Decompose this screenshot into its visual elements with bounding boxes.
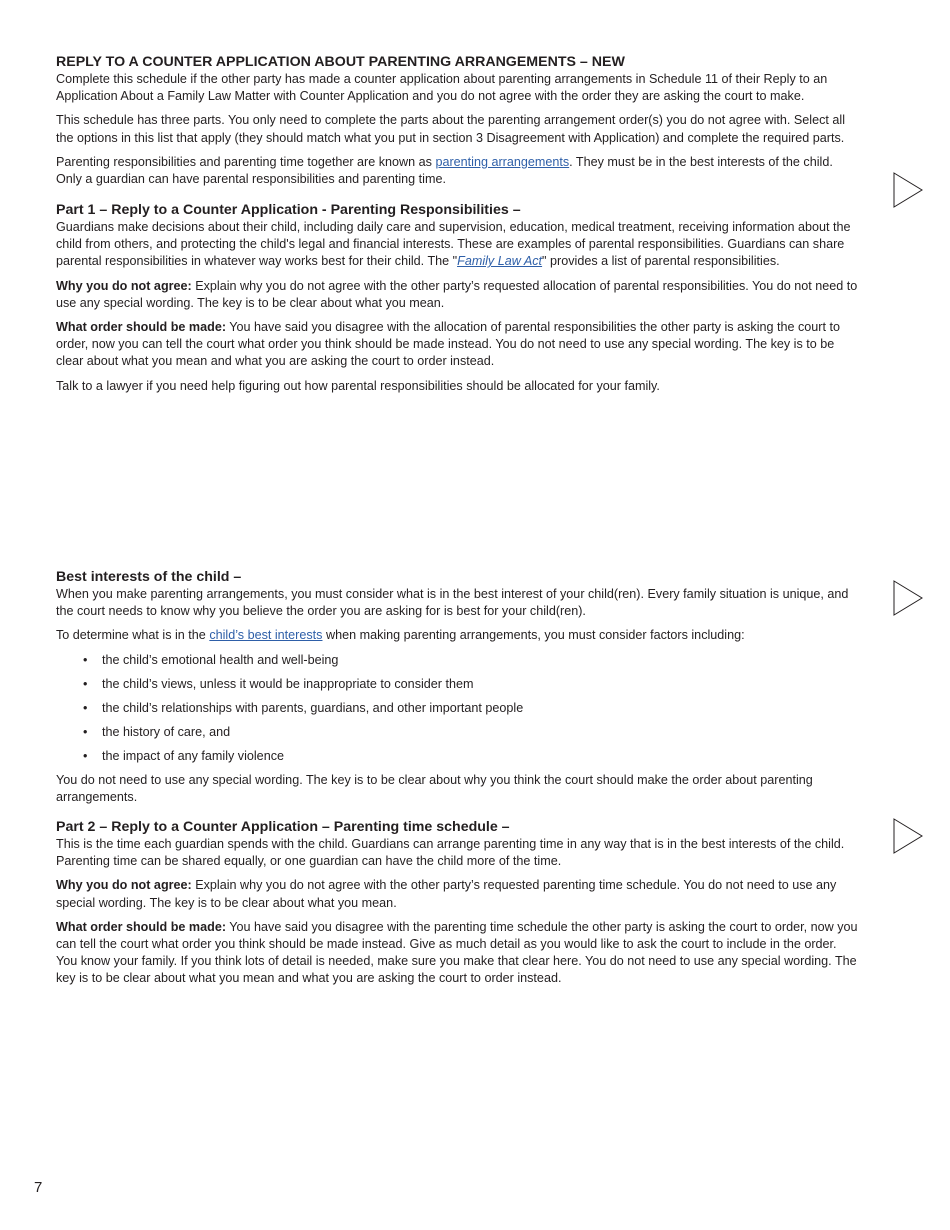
text-span: . They must be in the best interests of the child. Only a guardian can have parental responsibilities and parenting time. [56,154,833,187]
text-span: " provides a list of parental responsibilities. [542,254,780,269]
best-interests-closing: You do not need to use any special wording. The key is to be clear about why you think the court should make the order about parenting arrangements. [56,772,813,805]
list-item-text: the child’s emotional health and well-being [102,652,339,667]
order-label: What order should be made: [56,320,227,335]
part2-heading: Part 2 – Reply to a Counter Application – Parenting time schedule – [56,819,510,835]
part2-why-paragraph [56,877,858,911]
play-triangle-icon [893,172,923,208]
family-law-act-link-text: Family Law Act [457,254,543,269]
list-item-text: the impact of any family violence [102,748,284,763]
list-item [83,652,858,669]
part1-section [56,201,858,402]
best-interests-heading: Best interests of the child – [56,569,242,585]
family-law-act-link[interactable] [457,254,542,268]
list-item-text: the history of care, and [102,724,231,739]
best-interests-intro: When you make parenting arrangements, you must consider what is in the best interest of your child(ren). Every family situation is unique, and the court needs to know why you believe the order you are asking for is best for your child(ren). [56,587,849,619]
bullet: • [83,724,88,739]
why-text: Explain why you do not agree with the other party’s requested parenting time schedule. You do not need to use any special wording. The key is to be clear about what you mean. [56,878,837,910]
part1-heading: Part 1 – Reply to a Counter Application - Parenting Responsibilities – [56,202,521,218]
bullet: • [83,676,88,691]
bullet: • [83,748,88,763]
parenting-arrangements-link[interactable]: parenting arrangements [435,154,570,169]
list-item-text: the child’s relationships with parents, guardians, and other important people [102,700,524,715]
best-interests-determine [56,627,858,644]
why-text: Explain why you do not agree with the other party’s requested allocation of parental responsibilities. You do not need to use any special wording. The key is to be clear about what you mean. [56,278,858,310]
order-text: You have said you disagree with the allocation of parental responsibilities the other party is asking the court to order, now you can tell the court what order you think should be made instead. You do not need to use any special wording. The key is to be clear about what you mean and what you are asking the court to order instead. [56,320,841,369]
part2-intro: This is the time each guardian spends with the child. Guardians can arrange parenting time in any way that is in the best interests of the child. Parenting time can be shared equally, or one guardian can have the child more of the time. [56,837,845,869]
factors-list [56,652,858,765]
bullet: • [83,652,88,667]
intro-paragraph-1: Complete this schedule if the other party has made a counter application about parenting arrangements in Schedule 11 of their Reply to an Application About a Family Law Matter with Counter Application and you do not agree with the order they are asking the court to make. [56,72,828,104]
play-triangle-icon [893,818,923,854]
part1-intro [56,219,858,271]
part1-lawyer-note: Talk to a lawyer if you need help figuring out how parental responsibilities should be allocated for your family. [56,378,660,393]
intro-paragraph-3 [56,154,858,188]
intro-paragraph-2: This schedule has three parts. You only need to complete the parts about the parenting arrangement order(s) you do not agree with. Select all the options in this list that apply (they should match what you put in section 3 Disagreement with Application) and complete the required parts. [56,113,845,145]
why-label: Why you do not agree: [56,878,192,893]
part1-why-paragraph [56,278,858,312]
page-number: 7 [34,1179,43,1196]
bullet: • [83,700,88,715]
part2-order-paragraph [56,919,858,988]
list-item [83,724,858,741]
list-item-text: the child’s views, unless it would be inappropriate to consider them [102,676,474,691]
play-triangle-icon [893,580,923,616]
order-text: You have said you disagree with the parenting time schedule the other party is asking the court to order, now you can tell the court what order you think should be made instead. Give as much detail as you would like to ask the court to include in the order. You know your family. If you think lots of detail is needed, make sure you make that clear here. You do not need to use any special wording. The key is to be clear about what you mean and what you are asking the court to order instead. [56,919,858,986]
list-item [83,676,858,693]
page-title: REPLY TO A COUNTER APPLICATION ABOUT PARENTING ARRANGEMENTS – NEW [56,54,625,70]
part2-section [56,818,858,995]
why-label: Why you do not agree: [56,278,192,293]
text-span: when making parenting arrangements, you must consider factors including: [322,628,745,643]
childs-best-interests-link[interactable]: child’s best interests [209,628,323,643]
list-item [83,700,858,717]
text-span: Guardians make decisions about their child, including daily care and supervision, education, medical treatment, receiving information about the child from others, and protecting the child's legal and financial interests. These are examples of parental responsibilities. Guardians can share parental responsibilities in whatever way works best for their child. The " [56,220,851,269]
best-interests-section [56,568,858,813]
text-span: Parenting responsibilities and parenting time together are known as [56,154,436,169]
order-label: What order should be made: [56,919,227,934]
text-span: To determine what is in the [56,628,210,643]
list-item [83,748,858,765]
intro-section [56,53,858,195]
part1-order-paragraph [56,319,858,371]
